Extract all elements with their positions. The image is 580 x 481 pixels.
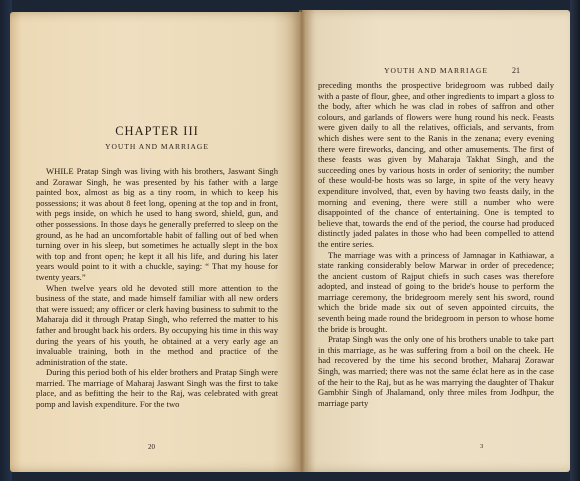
paragraph: WHILE Pratap Singh was living with his brothers, Jaswant Singh and Zorawar Singh, he was presented by his father with a large painted box, almost as big as a tiny room, in which to keep his possessions; it was about 8 feet long, opening at the top and in front, with pegs inside, on which he used to hang sword, shield, gun, and other possessions. In those days he generally preferred to sleep on the ground, as he had an uncomfortable habit of falling out of bed when turning over in his sleep, but sometimes he actually slept in the box with top and front open; he kept it all his life, and during his later years would point to it with a chuckle, saying: “ That my house for twenty years.” — [36, 166, 278, 282]
paragraph: Pratap Singh was the only one of his brothers unable to take part in this marriage, as he was suffering from a boil on the cheek. He had recovered by the time his second brother, Maharaj Zorawar Singh, was married; there was not the same éclat here as in the case of the heir to the Raj, but as he was marrying the daughter of Thakur Gambhir Singh of Jhalamand, only three miles from Jodhpur, the marriage party — [318, 334, 554, 408]
running-head: YOUTH AND MARRIAGE — [384, 66, 488, 75]
left-page-body — [36, 166, 278, 410]
chapter-subtitle: YOUTH AND MARRIAGE — [105, 142, 209, 151]
left-page-number: 20 — [148, 443, 155, 451]
book-gutter — [299, 10, 305, 472]
chapter-title: CHAPTER III — [115, 124, 199, 138]
paragraph: During this period both of his elder brothers and Pratap Singh were married. The marriage of Maharaj Jaswant Singh was the first to take place, and as befitting the heir to the Raj, was celebrated with great pomp and lavish expenditure. For the two — [36, 367, 278, 410]
right-page-number: 21 — [512, 66, 520, 75]
book-cover-right — [570, 0, 580, 481]
paragraph: When twelve years old he devoted still more attention to the business of the state, and made himself familiar with all new orders that were issued; any officer or clerk having business to submit to the Maharaja did it through Pratap Singh, who referred the matter to his father and brought back his orders. By occupying his time in this way during the years of his youth, he obtained at a very early age an invaluable training, both in the method and practice of the administration of the state. — [36, 282, 278, 367]
paragraph: The marriage was with a princess of Jamnagar in Kathiawar, a state ranking considerably below Marwar in order of precedence; the ancient custom of Rajput chiefs in such cases was therefore adopted, and instead of going to the bride's house to perform the marriage ceremony, the bridegroom merely sent his sword, round which the bride made six out of seven appointed circuits, the seventh being made round the bridegroom in person to whose home the bride is brought. — [318, 249, 554, 334]
paragraph: preceding months the prospective bridegroom was rubbed daily with a paste of flour, ghee, and other ingredients to impart a gloss to the body, after which he was clad in robes of saffron and other colours, and garlands of flowers were hung round his neck. Feasts were given daily to all the relatives, officials, and servants, from which dishes were sent to the Ranis in the zenana; every evening there were fireworks, dancing, and other amusements. The first of these feasts was given by Maharaja Takhat Singh, and the succeeding ones by various hosts in order of seniority; the number of these would-be hosts was so large, in spite of the very heavy expenditure involved, that, even by having two feasts daily, in the morning and evening, there were still a number who were disappointed of the chance of entertaining. One is tempted to believe that, towards the end of the period, the course had produced distinctly jaded palates in those who had been compelled to attend the entire series. — [318, 80, 554, 249]
signature-mark: 3 — [480, 443, 484, 450]
right-page-body — [318, 80, 554, 408]
